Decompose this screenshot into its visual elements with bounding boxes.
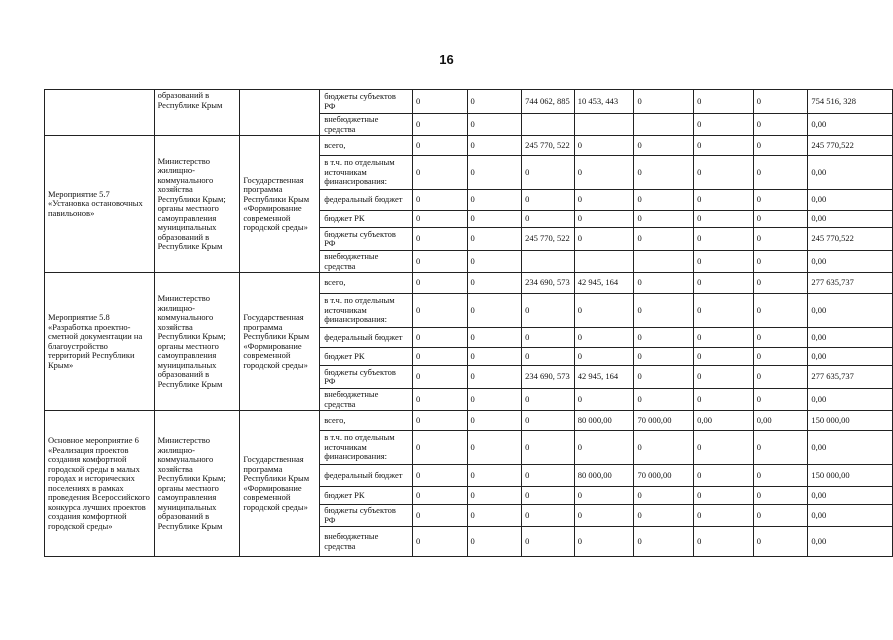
table-row (45, 411, 893, 431)
value-cell: 0 (753, 251, 808, 273)
value-cell: 0 (634, 328, 694, 348)
value-cell: 0 (467, 431, 522, 465)
executor-cell: Министерство жилищно-коммунального хозяйства Республики Крым; органы местного самоуправления муниципальных образований в Республике Крым (154, 411, 240, 557)
value-cell: 150 000,00 (808, 465, 893, 487)
value-cell: 0 (467, 251, 522, 273)
value-cell: 0 (634, 190, 694, 211)
value-cell: 0,00 (808, 328, 893, 348)
executor-cell: Министерство жилищно-коммунального хозяйства Республики Крым; органы местного самоуправления муниципальных образований в Республике Крым (154, 136, 240, 273)
funding-source-cell: бюджеты субъектов РФ (320, 228, 413, 251)
value-cell: 0 (467, 505, 522, 527)
value-cell: 0 (694, 90, 754, 114)
value-cell: 0 (753, 136, 808, 156)
value-cell: 0 (412, 251, 467, 273)
value-cell: 0 (634, 156, 694, 190)
value-cell: 0 (634, 527, 694, 557)
funding-source-cell: всего, (320, 273, 413, 294)
funding-source-cell: в т.ч. по отдельным источникам финансирования: (320, 156, 413, 190)
value-cell: 0 (467, 114, 522, 136)
value-cell: 0 (694, 505, 754, 527)
funding-source-cell: внебюджетные средства (320, 114, 413, 136)
value-cell: 0 (522, 211, 575, 228)
funding-source-cell: внебюджетные средства (320, 251, 413, 273)
value-cell: 0 (694, 228, 754, 251)
value-cell: 0 (753, 190, 808, 211)
value-cell: 0 (467, 228, 522, 251)
value-cell: 245 770,522 (808, 136, 893, 156)
funding-source-cell: в т.ч. по отдельным источникам финансирования: (320, 431, 413, 465)
value-cell: 0 (467, 211, 522, 228)
value-cell (574, 114, 634, 136)
value-cell: 0 (634, 211, 694, 228)
value-cell: 0 (467, 273, 522, 294)
value-cell: 0 (574, 211, 634, 228)
value-cell: 0,00 (808, 114, 893, 136)
funding-source-cell: бюджет РК (320, 211, 413, 228)
table-row (45, 136, 893, 156)
value-cell: 0 (522, 527, 575, 557)
program-cell: Государственная программа Республики Крым «Формирование современной городской среды» (240, 273, 320, 411)
value-cell: 245 770, 522 (522, 136, 575, 156)
measure-cell: Мероприятие 5.8 «Разработка проектно-сметной документации на благоустройство территорий Республики Крым» (45, 273, 155, 411)
value-cell: 0 (467, 294, 522, 328)
value-cell: 80 000,00 (574, 411, 634, 431)
funding-source-cell: федеральный бюджет (320, 190, 413, 211)
funding-source-cell: внебюджетные средства (320, 527, 413, 557)
value-cell: 277 635,737 (808, 366, 893, 389)
value-cell: 0 (522, 431, 575, 465)
value-cell: 0 (522, 487, 575, 505)
value-cell: 0 (467, 465, 522, 487)
funding-source-cell: всего, (320, 411, 413, 431)
value-cell: 0 (522, 411, 575, 431)
value-cell: 277 635,737 (808, 273, 893, 294)
value-cell (634, 251, 694, 273)
value-cell: 0,00 (808, 505, 893, 527)
value-cell: 0 (634, 273, 694, 294)
value-cell: 234 690, 573 (522, 366, 575, 389)
value-cell (574, 251, 634, 273)
value-cell: 0 (634, 366, 694, 389)
value-cell: 0 (634, 90, 694, 114)
value-cell: 0 (412, 527, 467, 557)
value-cell: 0 (694, 328, 754, 348)
value-cell: 245 770, 522 (522, 228, 575, 251)
value-cell: 0 (574, 505, 634, 527)
value-cell: 0 (753, 211, 808, 228)
value-cell: 42 945, 164 (574, 366, 634, 389)
value-cell: 0 (694, 136, 754, 156)
value-cell: 0 (412, 114, 467, 136)
value-cell: 0 (694, 190, 754, 211)
value-cell: 150 000,00 (808, 411, 893, 431)
value-cell: 0 (634, 431, 694, 465)
value-cell: 0 (753, 465, 808, 487)
value-cell: 80 000,00 (574, 465, 634, 487)
value-cell: 0 (467, 156, 522, 190)
value-cell: 0 (574, 328, 634, 348)
funding-source-cell: бюджет РК (320, 348, 413, 366)
value-cell: 0,00 (808, 348, 893, 366)
executor-cell: образований в Республике Крым (154, 90, 240, 136)
value-cell: 0 (412, 136, 467, 156)
value-cell (522, 251, 575, 273)
value-cell: 0 (412, 328, 467, 348)
value-cell: 0 (753, 90, 808, 114)
value-cell: 0 (753, 294, 808, 328)
value-cell: 0 (753, 328, 808, 348)
value-cell: 0 (694, 211, 754, 228)
value-cell: 0 (634, 487, 694, 505)
value-cell: 0,00 (808, 431, 893, 465)
value-cell: 0 (467, 136, 522, 156)
value-cell: 0 (467, 366, 522, 389)
value-cell: 0 (412, 487, 467, 505)
page-number: 16 (439, 52, 454, 67)
budget-table (44, 89, 893, 557)
value-cell (634, 114, 694, 136)
value-cell: 0 (634, 294, 694, 328)
program-cell: Государственная программа Республики Крым «Формирование современной городской среды» (240, 411, 320, 557)
value-cell: 0 (412, 156, 467, 190)
value-cell: 0 (753, 348, 808, 366)
value-cell: 0 (694, 527, 754, 557)
funding-source-cell: бюджеты субъектов РФ (320, 505, 413, 527)
value-cell: 0 (412, 228, 467, 251)
funding-source-cell: внебюджетные средства (320, 389, 413, 411)
value-cell: 0 (574, 527, 634, 557)
value-cell: 0 (522, 505, 575, 527)
value-cell: 0 (522, 465, 575, 487)
value-cell: 0 (522, 156, 575, 190)
value-cell: 0,00 (808, 294, 893, 328)
value-cell: 0 (753, 389, 808, 411)
value-cell: 0 (574, 487, 634, 505)
value-cell: 0 (467, 348, 522, 366)
value-cell: 0 (412, 366, 467, 389)
value-cell: 0 (694, 251, 754, 273)
value-cell: 70 000,00 (634, 465, 694, 487)
program-cell (240, 90, 320, 136)
value-cell: 0 (412, 211, 467, 228)
value-cell: 0 (574, 136, 634, 156)
table-row (45, 273, 893, 294)
funding-source-cell: бюджеты субъектов РФ (320, 366, 413, 389)
value-cell: 0 (412, 294, 467, 328)
value-cell: 0 (522, 348, 575, 366)
value-cell: 0 (522, 389, 575, 411)
value-cell: 0,00 (753, 411, 808, 431)
value-cell: 0 (694, 389, 754, 411)
value-cell: 754 516, 328 (808, 90, 893, 114)
funding-source-cell: всего, (320, 136, 413, 156)
value-cell: 0,00 (808, 190, 893, 211)
value-cell: 0 (522, 190, 575, 211)
value-cell: 70 000,00 (634, 411, 694, 431)
value-cell: 0 (574, 389, 634, 411)
table-row (45, 90, 893, 114)
value-cell: 0,00 (808, 389, 893, 411)
value-cell: 0 (574, 156, 634, 190)
measure-cell: Мероприятие 5.7 «Установка остановочных павильонов» (45, 136, 155, 273)
value-cell: 0 (694, 114, 754, 136)
value-cell: 0 (412, 431, 467, 465)
value-cell: 42 945, 164 (574, 273, 634, 294)
value-cell: 744 062, 885 (522, 90, 575, 114)
value-cell: 0 (694, 487, 754, 505)
value-cell: 0 (634, 348, 694, 366)
value-cell: 0 (574, 190, 634, 211)
value-cell: 0 (753, 487, 808, 505)
value-cell: 0 (467, 190, 522, 211)
value-cell: 0 (694, 273, 754, 294)
value-cell: 0 (694, 431, 754, 465)
value-cell: 0,00 (808, 156, 893, 190)
value-cell: 0 (467, 411, 522, 431)
value-cell: 0 (634, 228, 694, 251)
value-cell: 0 (753, 366, 808, 389)
value-cell: 0 (574, 294, 634, 328)
measure-cell: Основное мероприятие 6 «Реализация проектов создания комфортной городской среды в малых городах и исторических поселениях в рамках проведения Всероссийского конкурса лучших проектов создания комфортной городской среды» (45, 411, 155, 557)
value-cell: 0 (467, 487, 522, 505)
value-cell: 234 690, 573 (522, 273, 575, 294)
value-cell (522, 114, 575, 136)
value-cell: 0 (412, 411, 467, 431)
value-cell: 0,00 (808, 211, 893, 228)
value-cell: 245 770,522 (808, 228, 893, 251)
value-cell: 0 (412, 348, 467, 366)
value-cell: 0 (634, 505, 694, 527)
value-cell: 0,00 (808, 487, 893, 505)
value-cell: 0 (753, 431, 808, 465)
value-cell: 0 (412, 90, 467, 114)
funding-source-cell: бюджеты субъектов РФ (320, 90, 413, 114)
funding-source-cell: федеральный бюджет (320, 465, 413, 487)
value-cell: 0 (753, 114, 808, 136)
value-cell: 0 (412, 389, 467, 411)
funding-source-cell: в т.ч. по отдельным источникам финансирования: (320, 294, 413, 328)
value-cell: 0,00 (808, 527, 893, 557)
value-cell: 0 (634, 136, 694, 156)
value-cell: 0 (753, 156, 808, 190)
funding-source-cell: федеральный бюджет (320, 328, 413, 348)
value-cell: 0,00 (808, 251, 893, 273)
value-cell: 0 (694, 348, 754, 366)
value-cell: 0 (753, 505, 808, 527)
measure-cell (45, 90, 155, 136)
value-cell: 0 (694, 465, 754, 487)
value-cell: 0 (694, 294, 754, 328)
value-cell: 0 (467, 328, 522, 348)
value-cell: 0 (574, 228, 634, 251)
value-cell: 0 (753, 228, 808, 251)
funding-source-cell: бюджет РК (320, 487, 413, 505)
value-cell: 0 (522, 294, 575, 328)
value-cell: 0 (694, 366, 754, 389)
executor-cell: Министерство жилищно-коммунального хозяйства Республики Крым; органы местного самоуправления муниципальных образований в Республике Крым (154, 273, 240, 411)
value-cell: 0 (753, 273, 808, 294)
value-cell: 0 (467, 90, 522, 114)
value-cell: 0 (753, 527, 808, 557)
value-cell: 0 (412, 465, 467, 487)
value-cell: 0 (522, 328, 575, 348)
value-cell: 0 (694, 156, 754, 190)
value-cell: 0 (412, 190, 467, 211)
value-cell: 10 453, 443 (574, 90, 634, 114)
value-cell: 0,00 (694, 411, 754, 431)
program-cell: Государственная программа Республики Крым «Формирование современной городской среды» (240, 136, 320, 273)
value-cell: 0 (412, 505, 467, 527)
value-cell: 0 (574, 348, 634, 366)
value-cell: 0 (467, 389, 522, 411)
value-cell: 0 (574, 431, 634, 465)
value-cell: 0 (412, 273, 467, 294)
value-cell: 0 (467, 527, 522, 557)
value-cell: 0 (634, 389, 694, 411)
